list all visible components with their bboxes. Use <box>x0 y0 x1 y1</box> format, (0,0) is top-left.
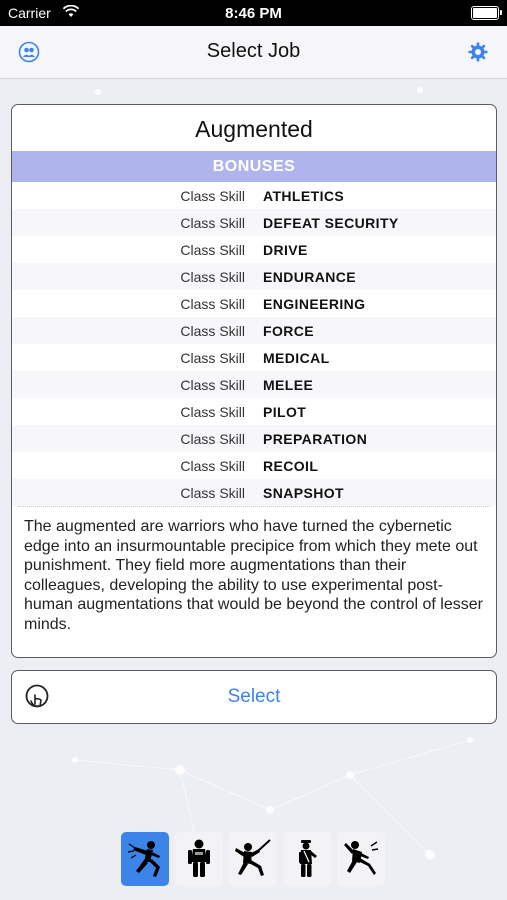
job-tab-sword-fighter[interactable] <box>229 832 277 886</box>
skill-row <box>12 290 496 317</box>
job-description: The augmented are warriors who have turned the cybernetic edge into an insurmountable precipice from which they mete out punishment. They field more augmentations than their colleagues, developing the ability to use experimental post-human augmentations that would be beyond the control of lesser minds. <box>24 518 483 633</box>
skill-list <box>12 182 496 506</box>
skill-type: Class Skill <box>180 269 245 285</box>
job-tab-soldier[interactable] <box>175 832 223 886</box>
job-name: Augmented <box>195 116 313 142</box>
skill-name: SNAPSHOT <box>263 485 344 501</box>
skill-name: DRIVE <box>263 242 308 258</box>
skill-row <box>12 263 496 290</box>
skill-name: FORCE <box>263 323 314 339</box>
skill-type: Class Skill <box>180 431 245 447</box>
skill-type: Class Skill <box>180 485 245 501</box>
skill-type: Class Skill <box>180 377 245 393</box>
status-time: 8:46 PM <box>225 5 282 22</box>
skill-name: RECOIL <box>263 458 319 474</box>
skill-name: ENDURANCE <box>263 269 357 285</box>
job-tab-runner[interactable] <box>337 832 385 886</box>
skill-row <box>12 479 496 506</box>
skill-name: DEFEAT SECURITY <box>263 215 399 231</box>
skill-row <box>12 398 496 425</box>
skill-name: MEDICAL <box>263 350 330 366</box>
gear-icon[interactable] <box>467 41 489 63</box>
status-bar <box>0 0 507 26</box>
select-button-label: Select <box>227 686 281 707</box>
battery-icon <box>471 6 499 20</box>
skill-type: Class Skill <box>180 188 245 204</box>
skill-row <box>12 344 496 371</box>
skill-row <box>12 209 496 236</box>
skill-row <box>12 425 496 452</box>
skill-type: Class Skill <box>180 458 245 474</box>
skill-row <box>12 317 496 344</box>
skill-row <box>12 371 496 398</box>
skill-name: PREPARATION <box>263 431 368 447</box>
augmented-fighter-icon <box>125 838 165 880</box>
skill-type: Class Skill <box>180 404 245 420</box>
skill-type: Class Skill <box>180 350 245 366</box>
skill-row <box>12 452 496 479</box>
skill-type: Class Skill <box>180 242 245 258</box>
job-detail-card <box>11 104 497 658</box>
navigation-bar <box>0 26 507 79</box>
job-tab-augmented[interactable] <box>121 832 169 886</box>
runner-icon <box>341 838 381 880</box>
gunslinger-icon <box>287 838 327 880</box>
skill-type: Class Skill <box>180 215 245 231</box>
skill-name: ENGINEERING <box>263 296 366 312</box>
skill-name: PILOT <box>263 404 307 420</box>
carrier-label: Carrier <box>8 5 51 21</box>
skill-type: Class Skill <box>180 323 245 339</box>
page-title: Select Job <box>206 40 301 62</box>
skill-name: ATHLETICS <box>263 188 345 204</box>
skill-row <box>12 236 496 263</box>
sword-fighter-icon <box>233 838 273 880</box>
skill-row <box>12 182 496 209</box>
armored-soldier-icon <box>179 838 219 880</box>
select-button[interactable] <box>11 670 497 724</box>
skill-type: Class Skill <box>180 296 245 312</box>
job-tab-gunslinger[interactable] <box>283 832 331 886</box>
skill-name: MELEE <box>263 377 314 393</box>
bonuses-header: BONUSES <box>12 151 496 182</box>
